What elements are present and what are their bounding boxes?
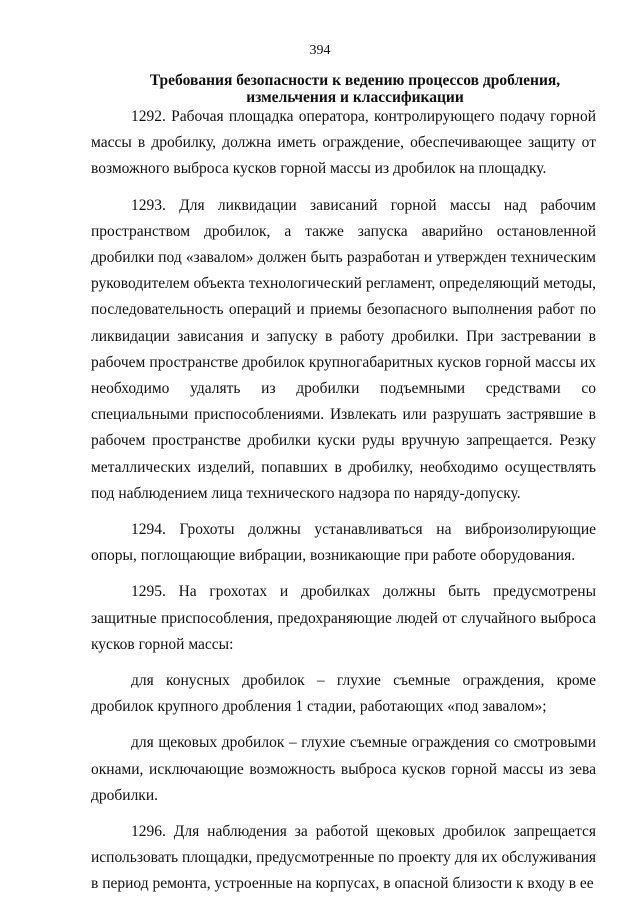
list-item-jaw-crushers: для щековых дробилок – глухие съемные ограждения со смотровыми окнами, исключающие возможность выброса кусков горной массы из зева дробилки.	[91, 734, 596, 804]
paragraph-1296: 1296. Для наблюдения за работой щековых дробилок запрещается использовать площадки, предусмотренные по проекту для их обслуживания в период ремонта, устроенные на корпусах, в опасной близости к входу в ее	[91, 823, 596, 893]
section-heading: Требования безопасности к ведению процессов дробления, измельчения и классификации	[149, 72, 561, 106]
paragraph-1295: 1295. На грохотах и дробилках должны быть предусмотрены защитные приспособления, предохраняющие людей от случайного выброса кусков горной массы:	[91, 583, 596, 653]
paragraph-1294: 1294. Грохоты должны устанавливаться на виброизолирующие опоры, поглощающие вибрации, возникающие при работе оборудования.	[91, 521, 596, 565]
page-number: 394	[309, 43, 331, 58]
list-item-cone-crushers: для конусных дробилок – глухие съемные ограждения, кроме дробилок крупного дробления 1 стадии, работающих «под завалом»;	[91, 672, 596, 716]
paragraph-1293: 1293. Для ликвидации зависаний горной массы над рабочим пространством дробилок, а также запуска аварийно остановленной дробилки под «завалом» должен быть разработан и утвержден техническим руководителем объекта технологический регламент, определяющий методы, последовательность операций и приемы безопасного выполнения работ по ликвидации зависания и запуску в работу дробилки. При застревании в рабочем пространстве дробилок крупногабаритных кусков горной массы их необходимо удалять из дробилки подъемными средствами со специальными приспособлениями. Извлекать или разрушать застрявшие в рабочем пространстве дробилки куски руды вручную запрещается. Резку металлических изделий, попавших в дробилку, необходимо осуществлять под наблюдением лица технического надзора по наряду-допуску.	[91, 196, 596, 502]
body-text	[91, 104, 596, 898]
paragraph-1292: 1292. Рабочая площадка оператора, контролирующего подачу горной массы в дробилку, должна иметь ограждение, обеспечивающее защиту от возможного выброса кусков горной массы из дробилок на площадку.	[91, 108, 596, 178]
